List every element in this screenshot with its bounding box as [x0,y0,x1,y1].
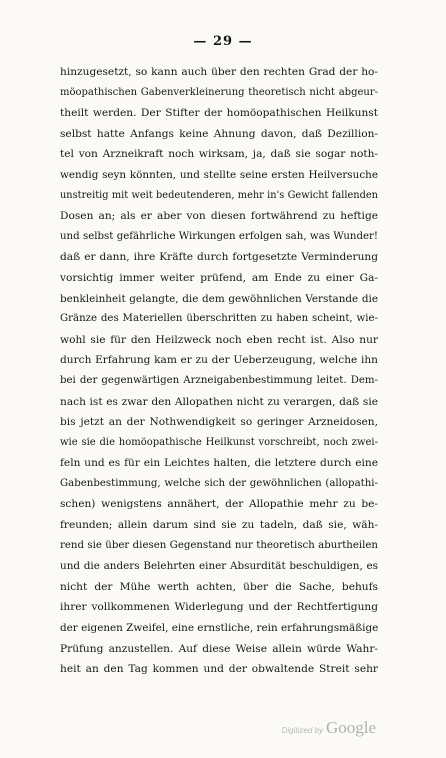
text-line: heit an den Tag kommen und der obwaltende Streit sehr [60,663,378,676]
watermark-prefix: Digitized by [281,726,323,735]
text-line: Gabenbestimmung, welche sich der gewöhnlichen (allopathi- [60,477,378,489]
text-line: wohl sie für den Heilzweck noch eben recht ist. Also nur [60,333,378,346]
text-line: Prüfung anzustellen. Auf diese Weise allein würde Wahr- [60,642,378,655]
text-line: vorsichtig immer weiter prüfend, am Ende zu einer Ga- [60,271,378,284]
text-line: schen) wenigstens annähert, der Allopathie mehr zu be- [60,498,378,511]
text-line: bis jetzt an der Nothwendigkeit so geringer Arzneidosen, [60,416,378,429]
text-line: ihrer vollkommenen Widerlegung und der Rechtfertigung [60,601,378,614]
text-line: benkleinheit gelangte, die dem gewöhnlichen Verstande die [60,292,378,305]
text-line: Gränze des Materiellen überschritten zu haben scheint, wie- [60,313,378,325]
text-line: unstreitig mit weit bedeutenderen, mehr in's Gewicht fallenden [60,189,378,201]
text-line: rend sie über diesen Gegenstand nur theoretisch aburtheilen [60,539,378,551]
text-line: daß er dann, ihre Kräfte durch fortgesetzte Verminderung [60,251,378,264]
text-line: durch Erfahrung kam er zu der Ueberzeugung, welche ihn [60,354,378,367]
text-line: bei der gegenwärtigen Arzneigabenbestimmung leitet. Dem- [60,374,378,386]
text-line: und selbst gefährliche Wirkungen erfolgen sah, was Wunder! [60,230,378,242]
google-logo: Google [325,718,376,737]
text-line: feln und es für ein Leichtes halten, die letztere durch eine [60,457,378,470]
text-line: wie sie die homöopathische Heilkunst vorschreibt, noch zwei- [60,436,378,448]
text-line: freunden; allein darum sind sie zu tadeln, daß sie, wäh- [60,519,378,532]
text-line: möopathischen Gabenverkleinerung theoretisch nicht abgeur- [60,86,378,98]
text-line: der eigenen Zweifel, eine ernstliche, rein erfahrungsmäßige [60,622,379,635]
text-line: tel von Arzneikraft noch wirksam, ja, daß sie sogar noth- [60,148,378,161]
text-line: wendig seyn könnten, und stellte seine ersten Heilversuche [60,168,378,181]
text-line: selbst hatte Anfangs keine Ahnung davon, daß Dezillion- [60,127,378,140]
text-line: nach ist es zwar den Allopathen nicht zu verargen, daß sie [60,395,378,408]
page-number: — 29 — [193,34,253,49]
text-line: theilt werden. Der Stifter der homöopathischen Heilkunst [60,107,378,120]
text-line: hinzugesetzt, so kann auch über den rechten Grad der ho- [60,66,378,78]
google-watermark [282,718,376,738]
text-line: Dosen an; als er aber von diesen fortwährend zu heftige [60,210,378,223]
body-text [60,62,378,680]
text-line: und die anders Belehrten einer Absurdität beschuldigen, es [60,560,378,573]
text-line: nicht der Mühe werth achten, über die Sache, behufs [60,580,378,593]
